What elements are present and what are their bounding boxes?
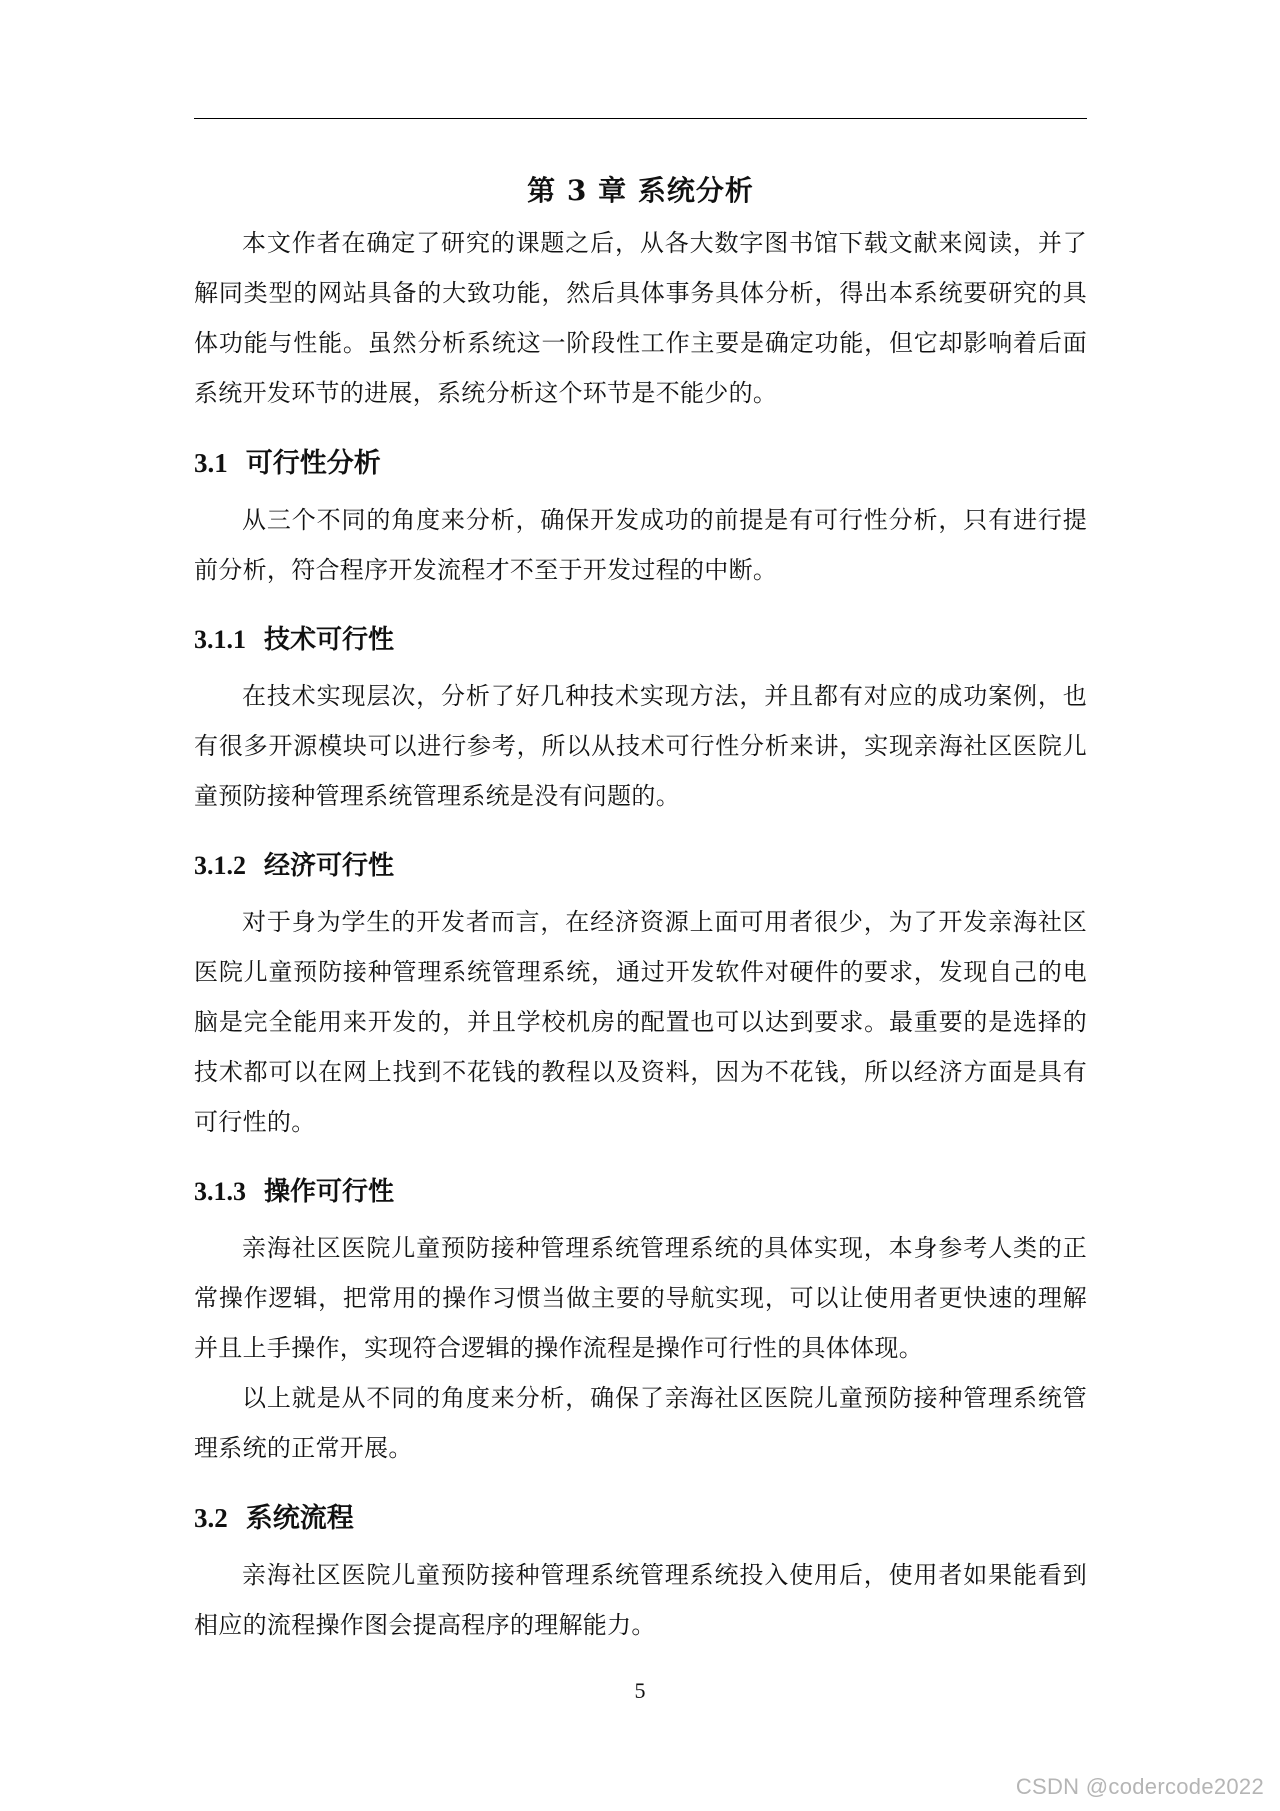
section-heading-3-1 — [194, 438, 1087, 489]
page-number: 5 — [634, 1678, 646, 1703]
section-3-2-paragraph: 亲海社区医院儿童预防接种管理系统管理系统投入使用后，使用者如果能看到相应的流程操作图会提高程序的理解能力。 — [194, 1561, 1087, 1639]
section-3-1-2-paragraph: 对于身为学生的开发者而言，在经济资源上面可用者很少，为了开发亲海社区医院儿童预防接种管理系统管理系统，通过开发软件对硬件的要求，发现自己的电脑是完全能用来开发的，并且学校机房的配置也可以达到要求。最重要的是选择的技术都可以在网上找到不花钱的教程以及资料，因为不花钱，所以经济方面是具有可行性的。 — [194, 908, 1087, 1136]
page-content — [194, 166, 1087, 1650]
header-rule — [194, 118, 1087, 119]
watermark: CSDN @codercode2022 — [1015, 1774, 1264, 1799]
section-number: 3.1.1 — [194, 625, 246, 654]
section-number: 3.1.2 — [194, 851, 246, 880]
intro-paragraph: 本文作者在确定了研究的课题之后，从各大数字图书馆下载文献来阅读，并了解同类型的网站具备的大致功能，然后具体事务具体分析，得出本系统要研究的具体功能与性能。虽然分析系统这一阶段性工作主要是确定功能，但它却影响着后面系统开发环节的进展，系统分析这个环节是不能少的。 — [194, 229, 1087, 407]
section-heading-3-1-2 — [194, 841, 1087, 891]
section-title: 技术可行性 — [264, 625, 395, 655]
section-heading-3-1-1 — [194, 615, 1087, 665]
section-title: 系统流程 — [245, 1503, 354, 1534]
section-3-1-paragraph: 从三个不同的角度来分析，确保开发成功的前提是有可行性分析，只有进行提前分析，符合程序开发流程才不至于开发过程的中断。 — [194, 506, 1087, 584]
section-3-1-1-paragraph: 在技术实现层次，分析了好几种技术实现方法，并且都有对应的成功案例，也有很多开源模块可以进行参考，所以从技术可行性分析来讲，实现亲海社区医院儿童预防接种管理系统管理系统是没有问题的。 — [194, 682, 1087, 810]
section-number: 3.1 — [194, 448, 228, 478]
chapter-title: 第 3 章 系统分析 — [527, 174, 754, 207]
section-title: 经济可行性 — [264, 851, 395, 881]
section-3-1-3-paragraph-2: 以上就是从不同的角度来分析，确保了亲海社区医院儿童预防接种管理系统管理系统的正常开展。 — [194, 1384, 1087, 1462]
section-number: 3.1.3 — [194, 1177, 246, 1206]
section-title: 操作可行性 — [264, 1177, 395, 1207]
section-title: 可行性分析 — [245, 448, 381, 479]
section-3-1-3-paragraph-1: 亲海社区医院儿童预防接种管理系统管理系统的具体实现，本身参考人类的正常操作逻辑，把常用的操作习惯当做主要的导航实现，可以让使用者更快速的理解并且上手操作，实现符合逻辑的操作流程是操作可行性的具体体现。 — [194, 1234, 1087, 1362]
section-number: 3.2 — [194, 1503, 228, 1533]
section-heading-3-1-3 — [194, 1167, 1087, 1217]
section-heading-3-2 — [194, 1493, 1087, 1544]
